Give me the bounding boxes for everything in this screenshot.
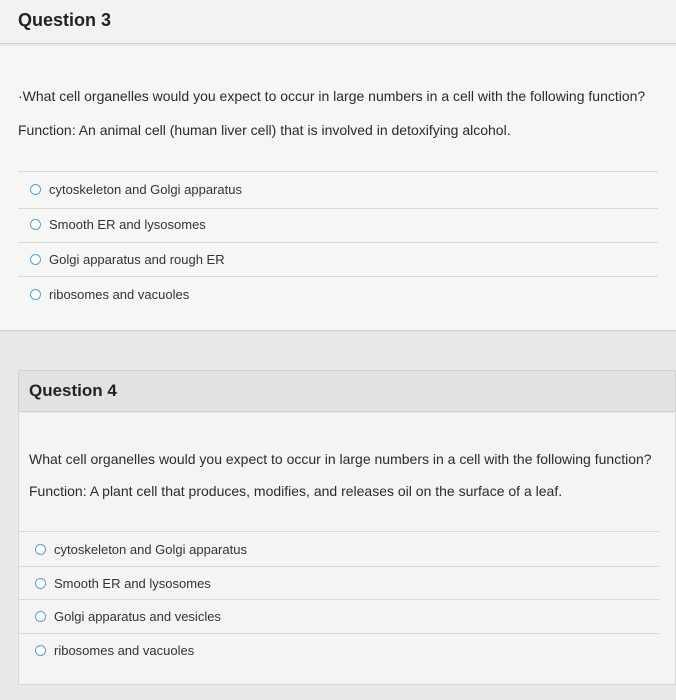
option-label: Smooth ER and lysosomes: [49, 216, 206, 232]
question-3-prompt: ·What cell organelles would you expect to occur in large numbers in a cell with the following function?: [18, 88, 646, 104]
q3-option-2[interactable]: [30, 208, 206, 240]
option-label: Golgi apparatus and rough ER: [49, 251, 225, 267]
q3-option-3[interactable]: [30, 243, 225, 275]
question-4-title: Question 4: [29, 381, 117, 400]
option-label: ribosomes and vacuoles: [49, 286, 190, 302]
question-4-body: [18, 413, 676, 685]
option-label: Golgi apparatus and vesicles: [54, 608, 221, 624]
option-label: ribosomes and vacuoles: [54, 642, 195, 658]
q4-option-4[interactable]: [35, 634, 194, 666]
q4-option-2[interactable]: [35, 567, 211, 599]
question-4-header: [18, 370, 676, 412]
q4-option-1[interactable]: [35, 533, 247, 565]
q3-option-1[interactable]: [30, 173, 242, 205]
option-label: cytoskeleton and Golgi apparatus: [54, 541, 247, 557]
radio-button[interactable]: [35, 578, 46, 589]
question-3-function: Function: An animal cell (human liver cell) that is involved in detoxifying alcohol.: [18, 122, 511, 138]
question-4-prompt: What cell organelles would you expect to occur in large numbers in a cell with the following function?: [29, 451, 652, 467]
option-label: Smooth ER and lysosomes: [54, 575, 211, 591]
question-3-body: [0, 46, 676, 331]
divider: [18, 171, 658, 172]
divider: [18, 276, 658, 277]
radio-button[interactable]: [30, 184, 41, 195]
radio-button[interactable]: [35, 645, 46, 656]
divider: [19, 531, 659, 532]
radio-button[interactable]: [35, 611, 46, 622]
question-3-title: Question 3: [18, 10, 112, 30]
question-4-function: Function: A plant cell that produces, modifies, and releases oil on the surface of a leaf.: [29, 483, 563, 499]
q3-option-4[interactable]: [30, 278, 189, 310]
question-3-header: [0, 0, 676, 44]
radio-button[interactable]: [30, 254, 41, 265]
q4-option-3[interactable]: [35, 600, 221, 632]
radio-button[interactable]: [30, 289, 41, 300]
radio-button[interactable]: [30, 219, 41, 230]
radio-button[interactable]: [35, 544, 46, 555]
option-label: cytoskeleton and Golgi apparatus: [49, 181, 242, 197]
